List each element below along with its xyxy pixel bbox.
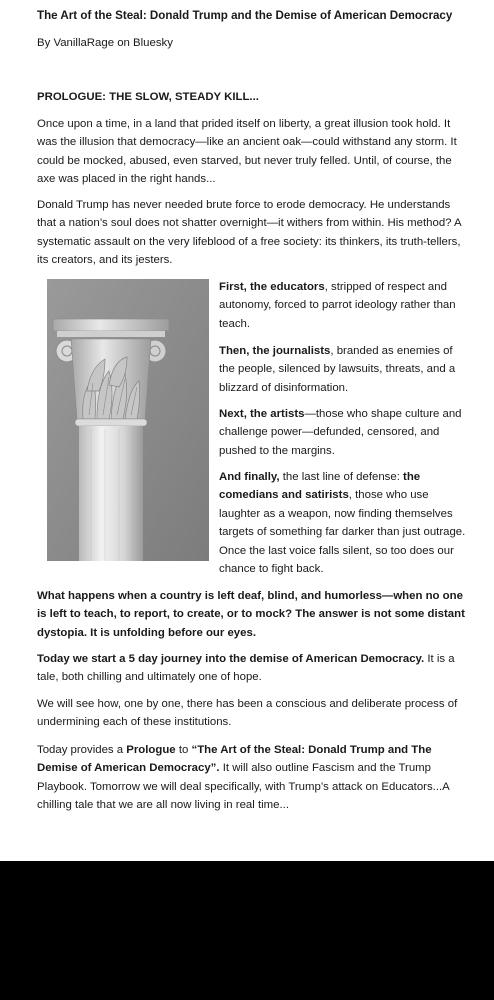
preview-text-b: to: [175, 744, 192, 756]
artists-paragraph: [219, 405, 469, 460]
pillar-image: [47, 279, 209, 561]
preview-text-rest: It will also outline Fascism and the Trump Playbook. Tomorrow we will deal specifically, with Trump’s attack on Educators...A chilling tale that we are all now living in real time...: [37, 762, 450, 812]
artists-text: —those who shape culture and challenge power—defunded, censored, and pushed to the margins.: [219, 408, 462, 457]
article-title: The Art of the Steal: Donald Trump and the Demise of American Democracy: [37, 9, 453, 22]
journalists-lead: Then, the journalists: [219, 345, 331, 357]
paragraph-method: Donald Trump has never needed brute force to erode democracy. He understands that a nation’s soul does not shatter overnight—it withers from within. His method? A systematic assault on the very lifeblood of a free society: its thinkers, its truth-tellers, its creators, and its jesters.: [37, 199, 461, 267]
institutions-paragraph: We will see how, one by one, there has been a conscious and deliberate process of undermining each of these institutions.: [37, 698, 458, 729]
prologue-word: Prologue: [126, 744, 176, 756]
question-paragraph: What happens when a country is left deaf, blind, and humorless—when no one is left to teach, to report, to create, or to mock? The answer is not some distant dystopia. It is unfolding before our eyes.: [37, 590, 465, 639]
finally-lead: And finally,: [219, 471, 280, 483]
comedians-lead: the comedians and satirists: [219, 471, 421, 502]
corinthian-pillar-icon: [47, 279, 209, 561]
series-title: “The Art of the Steal: Donald Trump and The Demise of American Democracy”.: [37, 744, 432, 775]
educators-paragraph: [219, 278, 469, 333]
journey-lead: Today we start a 5 day journey into the demise of American Democracy.: [37, 653, 425, 665]
comedians-text: , those who use laughter as a weapon, now finding themselves targets of something far darker than just outrage. Once the last voice falls silent, so too does our chance to fight back.: [219, 489, 466, 576]
educators-lead: First, the educators: [219, 281, 325, 293]
byline: By VanillaRage on Bluesky: [37, 37, 173, 49]
journalists-text: , branded as enemies of the people, silenced by lawsuits, threats, and a blizzard of disinformation.: [219, 345, 456, 394]
preview-text-a: Today provides a: [37, 744, 127, 756]
prologue-heading: PROLOGUE: THE SLOW, STEADY KILL...: [37, 91, 259, 103]
comedians-paragraph: [219, 468, 469, 578]
journalists-paragraph: [219, 342, 469, 397]
preview-paragraph: [37, 741, 469, 815]
journey-paragraph: [37, 650, 469, 687]
educators-text: , stripped of respect and autonomy, forced to parrot ideology rather than teach.: [219, 281, 456, 330]
journey-text: It is a tale, both chilling and ultimately one of hope.: [37, 653, 455, 684]
defense-text: the last line of defense:: [279, 471, 404, 483]
paragraph-intro: Once upon a time, in a land that prided itself on liberty, a great illusion took hold. It was the illusion that democracy—like an ancient oak—could withstand any storm. It could be mocked, abused, even starved, but never truly felled. Until, of course, the axe was placed in the right hands...: [37, 118, 457, 186]
artists-lead: Next, the artists: [219, 408, 305, 420]
